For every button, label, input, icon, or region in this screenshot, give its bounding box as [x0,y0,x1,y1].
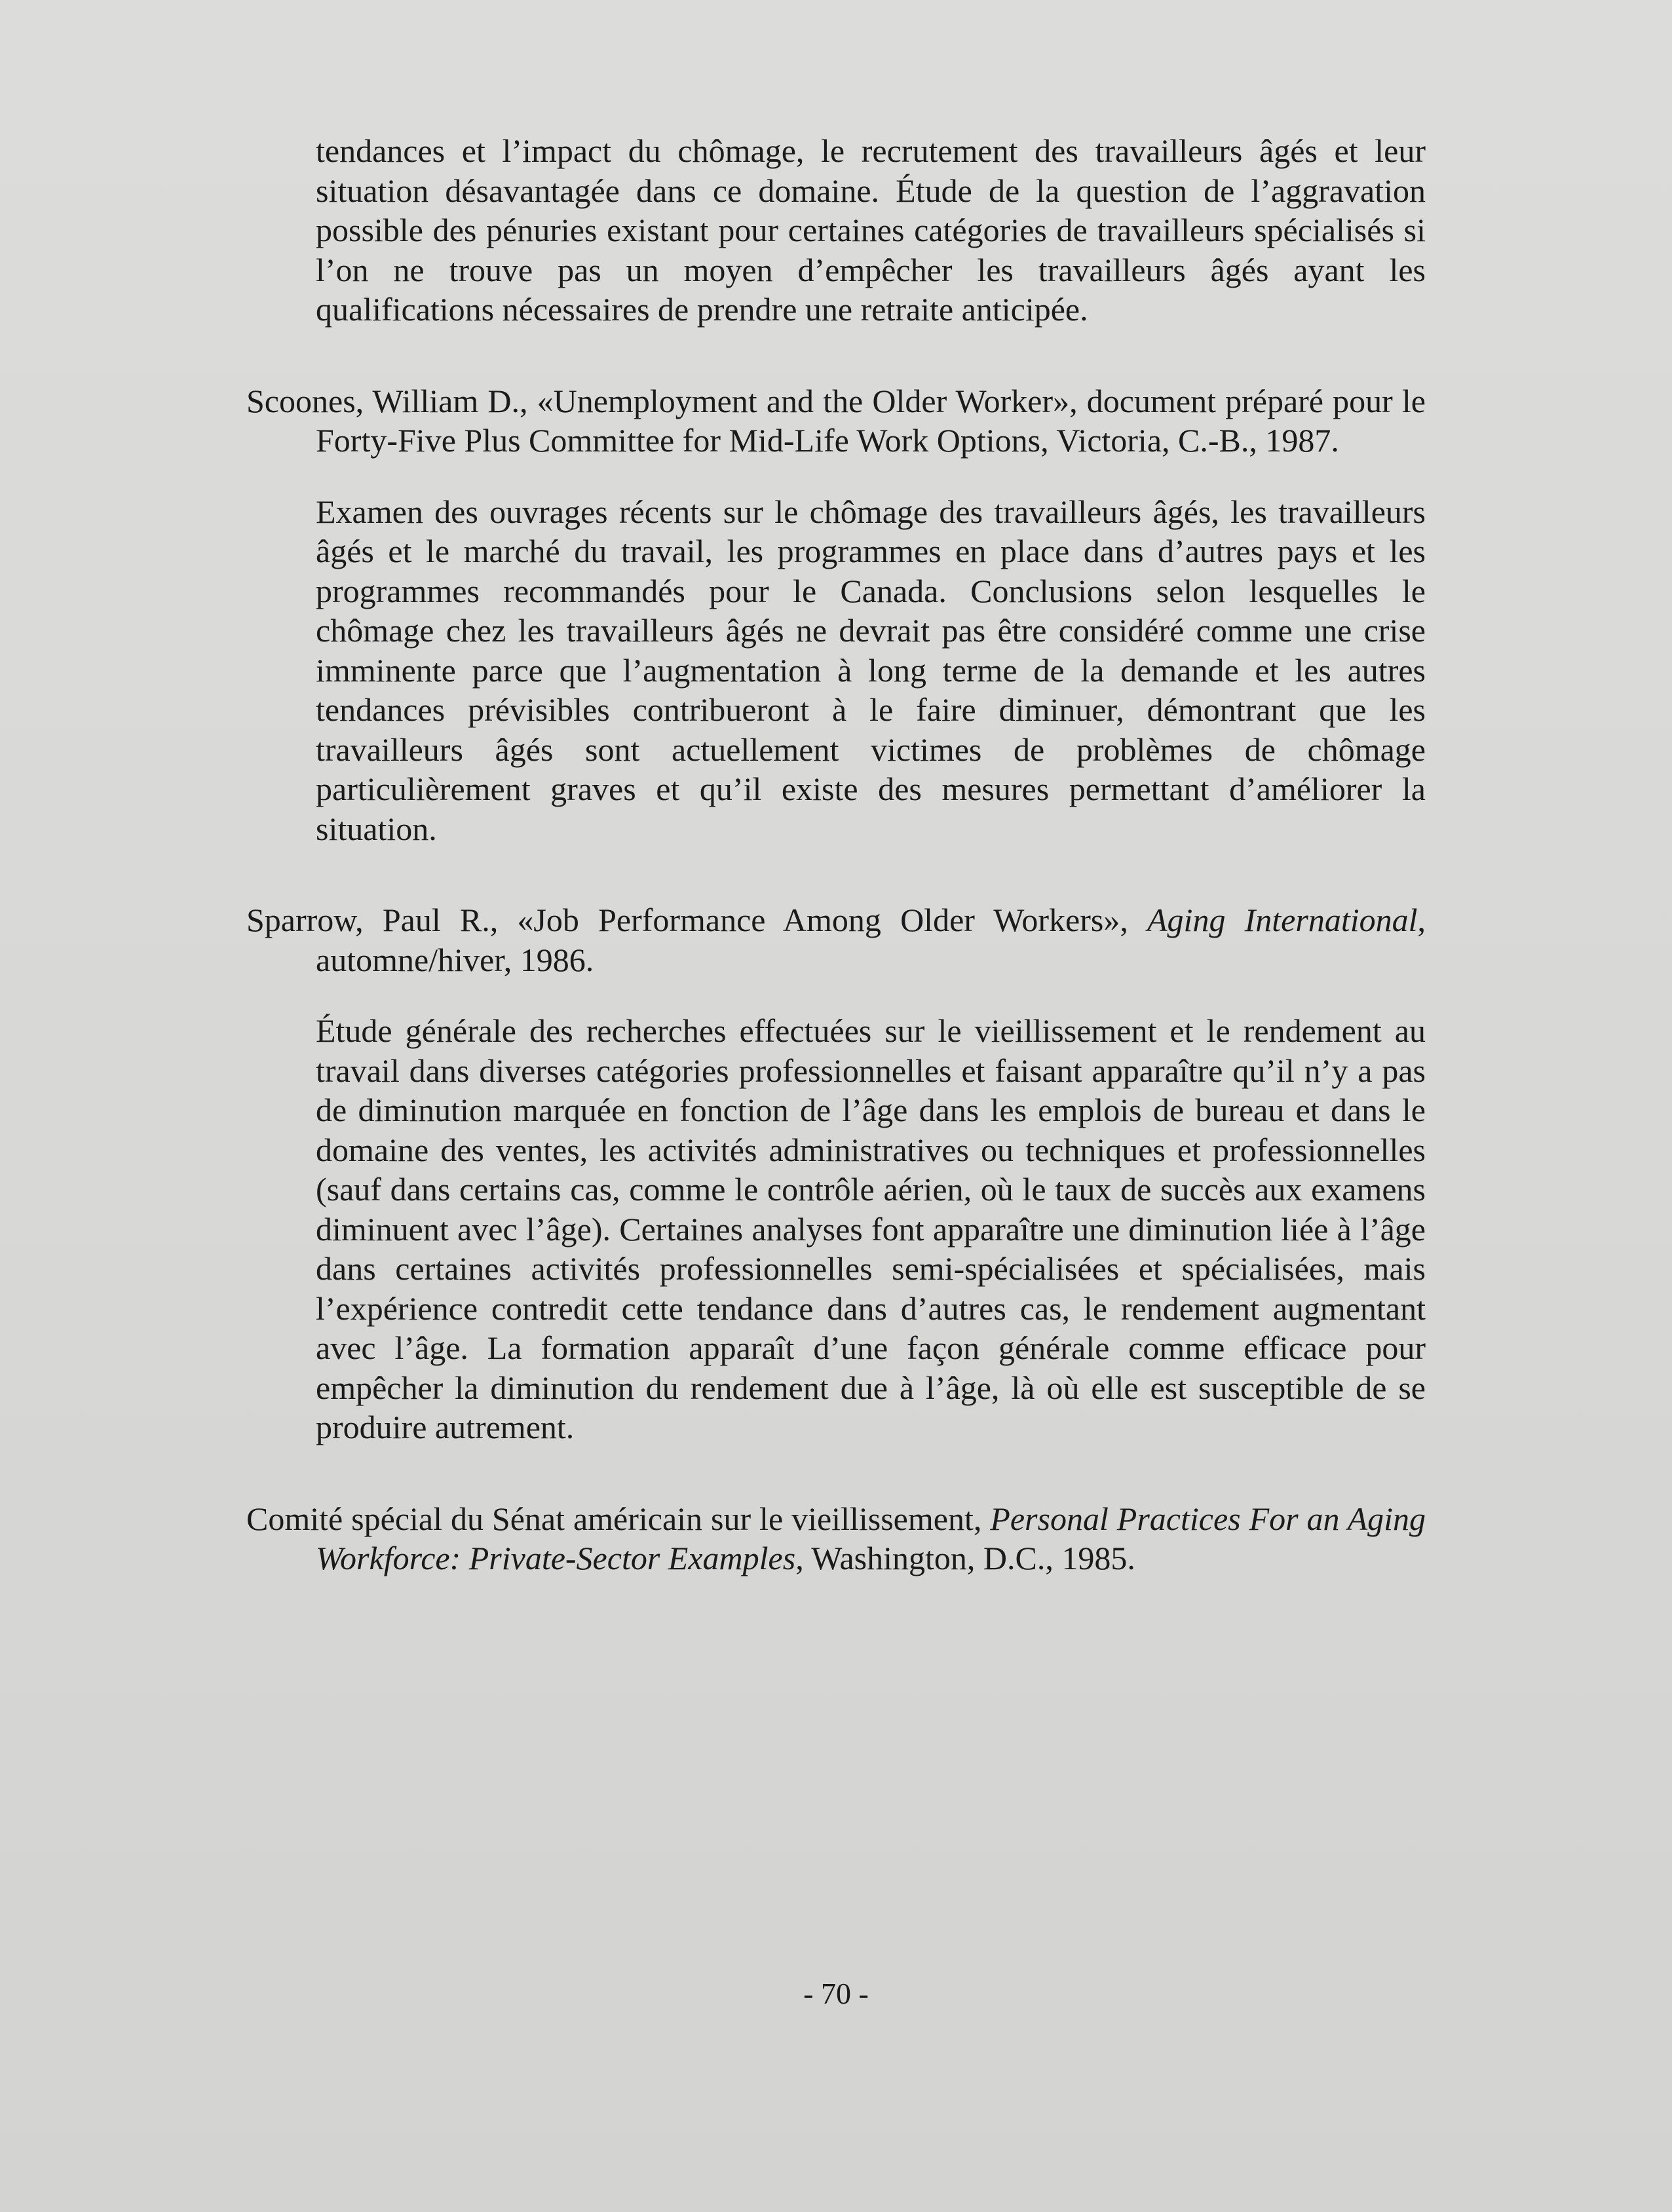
bibliography-entry-sparrow [246,900,1426,980]
entry-text: , Washington, D.C., 1985. [795,1540,1135,1576]
page-number: - 70 - [803,1977,869,2010]
entry-text: , automne/hiver, 1986. [316,902,1426,978]
spacer [246,330,1426,381]
entry-text: Comité spécial du Sénat américain sur le vieillissement, [246,1500,991,1537]
journal-title: Aging International [1147,902,1418,938]
bibliography-entry-senate [246,1499,1426,1578]
spacer [246,461,1426,492]
annotation-paragraph-scoones: Examen des ouvrages récents sur le chômage des travailleurs âgés, les travailleurs âgés et le marché du travail, les programmes en place dans d’autres pays et les programmes recommandés pour le Canada. Conclusions selon lesquelles le chômage chez les travailleurs âgés ne devrait pas être considéré comme une crise imminente parce que l’augmentation à long terme de la demande et les autres tendances prévisibles contribueront à le faire diminuer, démontrant que les travailleurs âgés sont actuellement victimes de problèmes de chômage particulièrement graves et qu’il existe des mesures permettant d’améliorer la situation. [316,493,1426,847]
annotation-paragraph-intro: tendances et l’impact du chômage, le recrutement des travailleurs âgés et leur situation désavantagée dans ce domaine. Étude de la question de l’aggravation possible des pénuries existant pour certaines catégories de travailleurs spécialisés si l’on ne trouve pas un moyen d’empêcher les travailleurs âgés ayant les qualifications nécessaires de prendre une retraite anticipée. [316,132,1426,328]
spacer [246,980,1426,1011]
entry-text: Sparrow, Paul R., «Job Performance Among Older Workers», [246,902,1148,938]
spacer [246,1447,1426,1499]
publication-title: Personal Practices For an Aging Workforce: Private-Sector Examples [316,1500,1426,1576]
annotation-paragraph-sparrow: Étude générale des recherches effectuées sur le vieillissement et le rendement au travail dans diverses catégories professionnelles et faisant apparaître qu’il n’y a pas de diminution marquée en fonction de l’âge dans les emplois de bureau et dans le domaine des ventes, les activités administratives ou techniques et professionnelles (sauf dans certains cas, comme le contrôle aérien, où le taux de succès aux examens diminuent avec l’âge). Certaines analyses font apparaître une diminution liée à l’âge dans certaines activités professionnelles semi-spécialisées et spécialisées, mais l’expérience contredit cette tendance dans d’autres cas, le rendement augmentant avec l’âge. La formation apparaît d’une façon générale comme efficace pour empêcher la diminution du rendement due à l’âge, là où elle est susceptible de se produire autrement. [316,1012,1426,1445]
bibliography-entry-scoones: Scoones, William D., «Unemployment and the Older Worker», document préparé pour le Forty-Five Plus Committee for Mid-Life Work Options, Victoria, C.-B., 1987. [246,382,1426,459]
spacer [246,849,1426,900]
bibliography-text [246,131,1426,1578]
